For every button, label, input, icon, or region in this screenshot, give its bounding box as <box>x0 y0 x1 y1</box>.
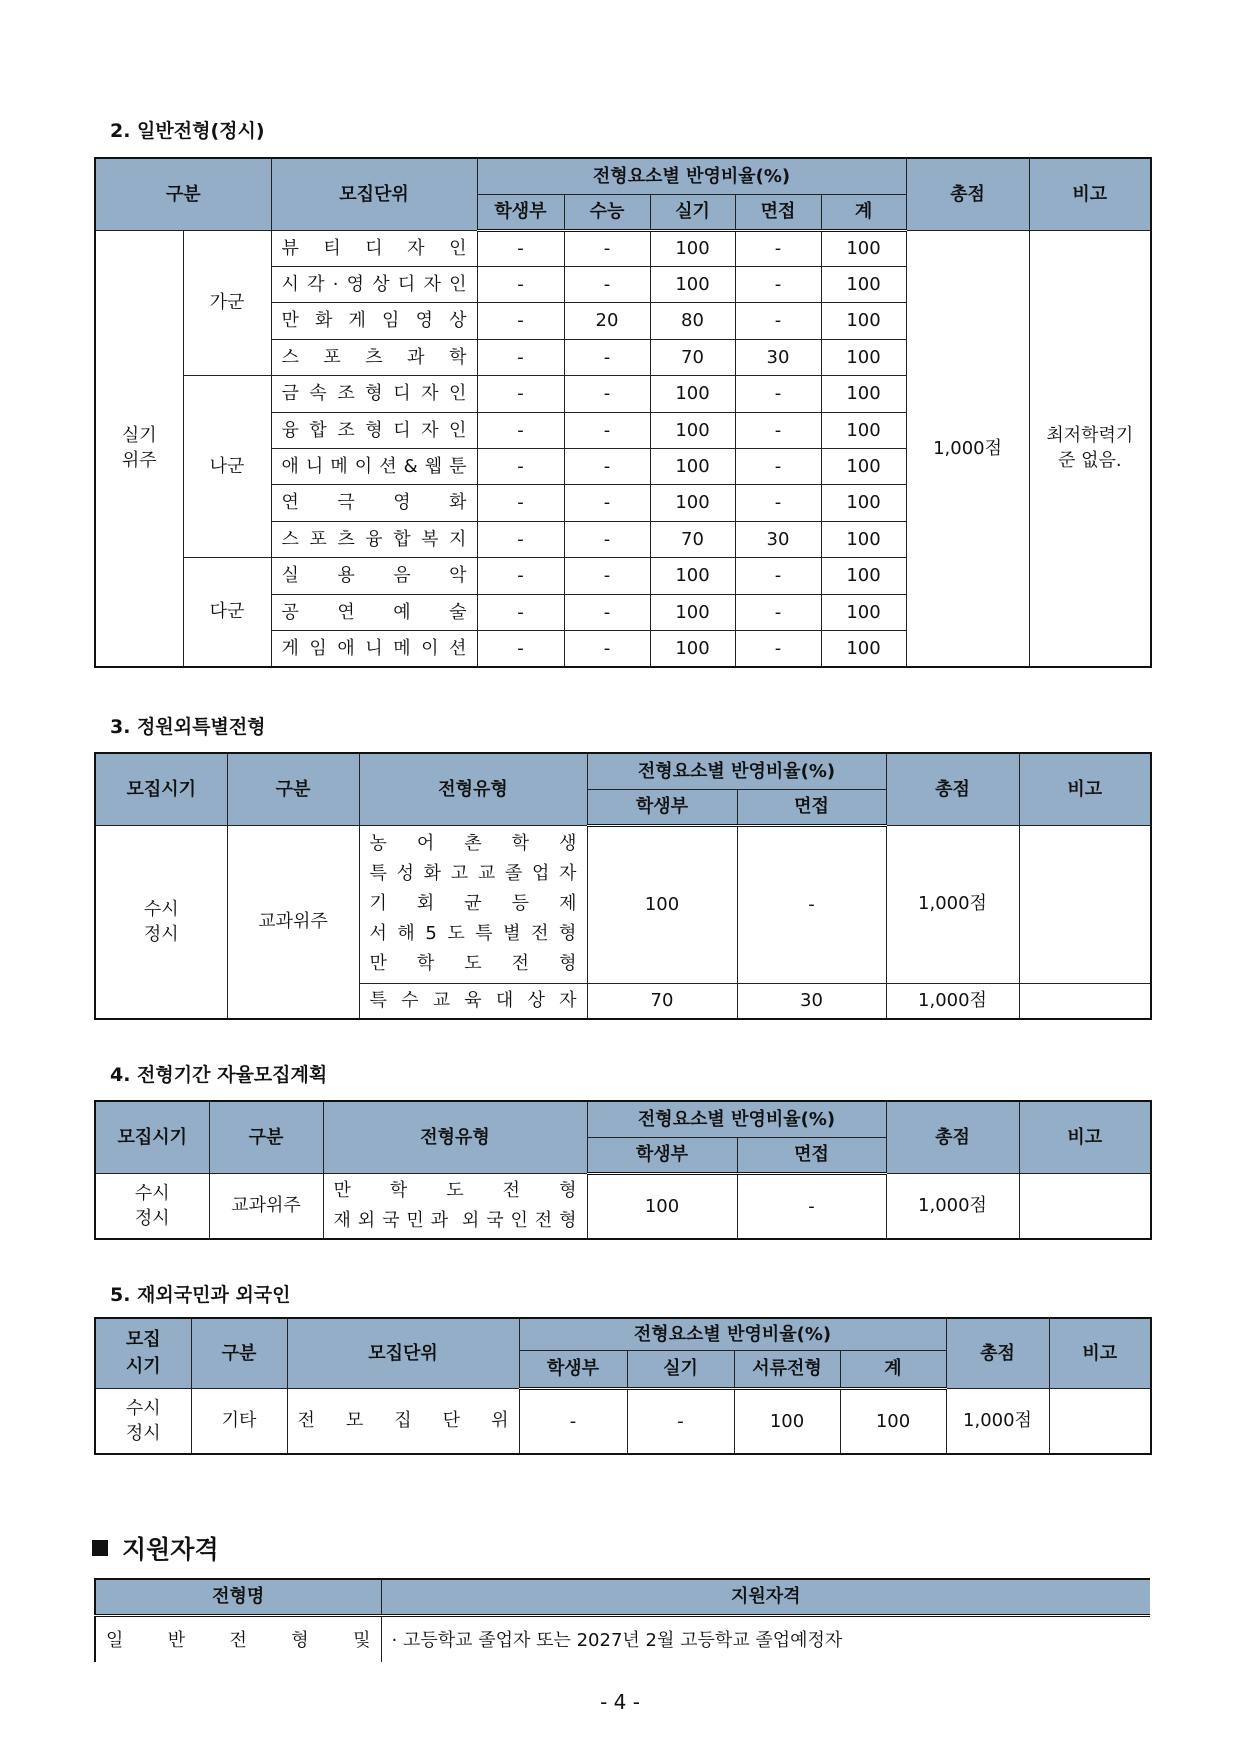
sec3-type-name: 기 회 균 등 제 <box>369 893 577 915</box>
sec2-unit-cell <box>271 412 477 448</box>
sec2-sum-cell: 100 <box>821 230 906 266</box>
sec2-unit-cell <box>271 448 477 484</box>
sec3-header-total: 총점 <box>886 753 1019 825</box>
sec2-hak-cell: - <box>477 521 564 557</box>
sec3-type-name: 만 학 도 전 형 <box>369 953 577 975</box>
sec5-header-hak: 학생부 <box>519 1350 627 1388</box>
sec2-sum-cell: 100 <box>821 558 906 594</box>
sec4-header-gubun: 구분 <box>209 1101 323 1173</box>
sec2-category-cell: 실기 위주 <box>95 230 183 667</box>
sec2-header-total: 총점 <box>906 158 1029 230</box>
sec3-header-interview: 면접 <box>737 789 886 825</box>
qual-text-cell: · 고등학교 졸업자 또는 2027년 2월 고등학교 졸업예정자 <box>381 1615 1150 1662</box>
sec2-unit-name: 실 용 음 악 <box>281 565 467 587</box>
sec5-header-total: 총점 <box>946 1318 1049 1388</box>
sec2-interview-cell: - <box>735 376 821 412</box>
sec2-header-sum: 계 <box>821 194 906 230</box>
sec2-hak-cell: - <box>477 412 564 448</box>
sec2-sum-cell: 100 <box>821 376 906 412</box>
sec2-silgi-cell: 100 <box>650 630 735 667</box>
sec5-header-sum: 계 <box>840 1350 946 1388</box>
sec2-sum-cell: 100 <box>821 521 906 557</box>
sec2-interview-cell: - <box>735 448 821 484</box>
sec2-sum-cell: 100 <box>821 485 906 521</box>
sec2-hak-cell: - <box>477 485 564 521</box>
sec2-total-cell: 1,000점 <box>906 230 1029 667</box>
sec5-table <box>94 1317 1152 1455</box>
sec4-period-cell: 수시 정시 <box>95 1173 209 1239</box>
sec2-suneung-cell: - <box>564 448 650 484</box>
sec2-silgi-cell: 100 <box>650 230 735 266</box>
sec5-sum-cell: 100 <box>840 1388 946 1454</box>
qualification-title <box>92 1530 219 1566</box>
sec4-total-cell: 1,000점 <box>886 1173 1019 1239</box>
sec2-silgi-cell: 100 <box>650 266 735 302</box>
sec2-suneung-cell: - <box>564 266 650 302</box>
sec2-sum-cell: 100 <box>821 412 906 448</box>
sec2-unit-cell <box>271 230 477 266</box>
sec2-interview-cell: - <box>735 594 821 630</box>
section-4-title: 4. 전형기간 자율모집계획 <box>110 1064 328 1086</box>
sec4-hak-cell: 100 <box>587 1173 737 1239</box>
sec2-row <box>95 230 1151 266</box>
sec2-note-cell: 최저학력기 준 없음. <box>1029 230 1151 667</box>
sec2-silgi-cell: 70 <box>650 339 735 375</box>
sec2-unit-name: 스 포 츠 융 합 복 지 <box>281 528 467 550</box>
sec2-suneung-cell: - <box>564 521 650 557</box>
sec2-suneung-cell: - <box>564 230 650 266</box>
sec2-unit-cell <box>271 630 477 667</box>
sec2-unit-cell <box>271 521 477 557</box>
sec5-unit-cell <box>287 1388 519 1454</box>
sec3-types-cell <box>359 983 587 1019</box>
sec4-header-ratio: 전형요소별 반영비율(%) <box>587 1101 886 1137</box>
sec2-unit-name: 스 포 츠 과 학 <box>281 346 467 368</box>
sec2-interview-cell: - <box>735 230 821 266</box>
sec2-suneung-cell: - <box>564 558 650 594</box>
sec2-sum-cell: 100 <box>821 594 906 630</box>
sec3-header-ratio: 전형요소별 반영비율(%) <box>587 753 886 789</box>
sec2-hak-cell: - <box>477 630 564 667</box>
sec2-hak-cell: - <box>477 376 564 412</box>
sec2-sum-cell: 100 <box>821 266 906 302</box>
qualification-table <box>94 1578 1150 1662</box>
sec5-header-gubun: 구분 <box>191 1318 287 1388</box>
sec2-suneung-cell: - <box>564 376 650 412</box>
sec2-hak-cell: - <box>477 339 564 375</box>
sec4-type-name: 재 외 국 민 과 외 국 인 전 형 <box>333 1209 577 1231</box>
sec3-table <box>94 752 1152 1020</box>
sec2-header-note: 비고 <box>1029 158 1151 230</box>
sec2-hak-cell: - <box>477 303 564 339</box>
sec4-table <box>94 1100 1152 1240</box>
sec2-unit-name: 만 화 게 임 영 상 <box>281 310 467 332</box>
sec2-header-hak: 학생부 <box>477 194 564 230</box>
sec2-unit-cell <box>271 266 477 302</box>
sec2-hak-cell: - <box>477 448 564 484</box>
sec2-unit-name: 게 임 애 니 메 이 션 <box>281 637 467 659</box>
sec2-silgi-cell: 100 <box>650 412 735 448</box>
sec2-hak-cell: - <box>477 266 564 302</box>
sec2-suneung-cell: - <box>564 412 650 448</box>
sec2-unit-name: 연 극 영 화 <box>281 492 467 514</box>
sec3-period-cell: 수시 정시 <box>95 825 227 1019</box>
sec2-interview-cell: - <box>735 303 821 339</box>
sec5-unit-name: 전 모 집 단 위 <box>297 1410 509 1432</box>
sec2-silgi-cell: 100 <box>650 448 735 484</box>
sec3-gubun-cell: 교과위주 <box>227 825 359 1019</box>
sec2-header-interview: 면접 <box>735 194 821 230</box>
sec4-interview-cell: - <box>737 1173 886 1239</box>
sec3-header-type: 전형유형 <box>359 753 587 825</box>
sec3-types-cell <box>359 825 587 983</box>
sec4-types-cell <box>323 1173 587 1239</box>
sec2-group-cell: 가군 <box>183 230 271 376</box>
qualification-table-wrap <box>94 1578 1150 1662</box>
sec2-interview-cell: 30 <box>735 521 821 557</box>
sec2-hak-cell: - <box>477 558 564 594</box>
sec2-unit-cell <box>271 485 477 521</box>
sec2-header-silgi: 실기 <box>650 194 735 230</box>
qual-header-name: 전형명 <box>95 1579 381 1615</box>
section-2-title: 2. 일반전형(정시) <box>110 120 265 142</box>
sec3-header-note: 비고 <box>1019 753 1151 825</box>
sec2-header-suneung: 수능 <box>564 194 650 230</box>
sec5-gubun-cell: 기타 <box>191 1388 287 1454</box>
sec4-gubun-cell: 교과위주 <box>209 1173 323 1239</box>
sec2-group-cell: 나군 <box>183 376 271 558</box>
sec3-type-name: 특 성 화 고 교 졸 업 자 <box>369 863 577 885</box>
sec2-unit-cell <box>271 558 477 594</box>
sec5-header-note: 비고 <box>1049 1318 1151 1388</box>
sec2-interview-cell: 30 <box>735 339 821 375</box>
sec2-hak-cell: - <box>477 594 564 630</box>
sec3-header-period: 모집시기 <box>95 753 227 825</box>
sec4-note-cell <box>1019 1173 1151 1239</box>
sec2-silgi-cell: 100 <box>650 485 735 521</box>
section-3-title: 3. 정원외특별전형 <box>110 716 266 738</box>
sec5-silgi-cell: - <box>627 1388 734 1454</box>
sec3-row <box>95 825 1151 983</box>
sec2-hak-cell: - <box>477 230 564 266</box>
sec5-note-cell <box>1049 1388 1151 1454</box>
sec5-period-cell: 수시 정시 <box>95 1388 191 1454</box>
sec2-sum-cell: 100 <box>821 303 906 339</box>
sec2-unit-name: 뷰 티 디 자 인 <box>281 237 467 259</box>
sec2-suneung-cell: - <box>564 630 650 667</box>
sec2-suneung-cell: - <box>564 594 650 630</box>
sec2-unit-cell <box>271 303 477 339</box>
sec2-suneung-cell: - <box>564 485 650 521</box>
sec4-header-note: 비고 <box>1019 1101 1151 1173</box>
sec4-header-period: 모집시기 <box>95 1101 209 1173</box>
sec3-note-cell <box>1019 825 1151 983</box>
sec2-interview-cell: - <box>735 558 821 594</box>
sec5-header-unit: 모집단위 <box>287 1318 519 1388</box>
sec5-header-doc: 서류전형 <box>734 1350 840 1388</box>
sec2-sum-cell: 100 <box>821 448 906 484</box>
sec2-interview-cell: - <box>735 412 821 448</box>
sec2-sum-cell: 100 <box>821 339 906 375</box>
section-5-title: 5. 재외국민과 외국인 <box>110 1284 291 1306</box>
sec3-hak-cell: 100 <box>587 825 737 983</box>
sec3-type-name: 서 해 5 도 특 별 전 형 <box>369 923 577 945</box>
sec3-type-name: 농 어 촌 학 생 <box>369 833 577 855</box>
sec4-header-type: 전형유형 <box>323 1101 587 1173</box>
sec2-unit-name: 융 합 조 형 디 자 인 <box>281 419 467 441</box>
sec3-interview-cell: - <box>737 825 886 983</box>
sec2-header-gubun: 구분 <box>95 158 271 230</box>
sec4-header-total: 총점 <box>886 1101 1019 1173</box>
sec2-sum-cell: 100 <box>821 630 906 667</box>
sec2-suneung-cell: - <box>564 339 650 375</box>
sec2-header-unit: 모집단위 <box>271 158 477 230</box>
sec2-interview-cell: - <box>735 266 821 302</box>
sec2-unit-cell <box>271 376 477 412</box>
sec2-silgi-cell: 100 <box>650 376 735 412</box>
sec5-total-cell: 1,000점 <box>946 1388 1049 1454</box>
sec2-unit-name: 시 각 · 영 상 디 자 인 <box>281 274 467 296</box>
sec3-hak-cell: 70 <box>587 983 737 1019</box>
sec3-note-cell <box>1019 983 1151 1019</box>
sec3-header-hak: 학생부 <box>587 789 737 825</box>
sec2-unit-cell <box>271 594 477 630</box>
sec2-unit-cell <box>271 339 477 375</box>
sec3-header-gubun: 구분 <box>227 753 359 825</box>
sec2-unit-name: 애 니 메 이 션 & 웹 툰 <box>281 456 467 478</box>
sec2-silgi-cell: 70 <box>650 521 735 557</box>
sec2-interview-cell: - <box>735 630 821 667</box>
sec2-silgi-cell: 100 <box>650 558 735 594</box>
sec5-header-period: 모집 시기 <box>95 1318 191 1388</box>
sec3-total-cell: 1,000점 <box>886 983 1019 1019</box>
qual-header-qual: 지원자격 <box>381 1579 1150 1615</box>
qual-name-cell <box>95 1615 381 1662</box>
sec2-suneung-cell: 20 <box>564 303 650 339</box>
sec2-group-cell: 다군 <box>183 558 271 667</box>
sec2-table <box>94 157 1152 668</box>
sec2-interview-cell: - <box>735 485 821 521</box>
sec2-unit-name: 공 연 예 술 <box>281 601 467 623</box>
sec2-header-ratio: 전형요소별 반영비율(%) <box>477 158 906 194</box>
sec5-header-silgi: 실기 <box>627 1350 734 1388</box>
sec3-total-cell: 1,000점 <box>886 825 1019 983</box>
sec2-unit-name: 금 속 조 형 디 자 인 <box>281 383 467 405</box>
page-number: - 4 - <box>600 1690 640 1714</box>
qualification-title-text: 지원자격 <box>122 1535 219 1564</box>
sec3-interview-cell: 30 <box>737 983 886 1019</box>
sec5-header-ratio: 전형요소별 반영비율(%) <box>519 1318 946 1350</box>
sec2-silgi-cell: 100 <box>650 594 735 630</box>
sec2-silgi-cell: 80 <box>650 303 735 339</box>
sec3-type-name: 특 수 교 육 대 상 자 <box>369 989 577 1011</box>
square-bullet-icon <box>92 1540 108 1556</box>
sec4-type-name: 만 학 도 전 형 <box>333 1179 577 1201</box>
sec5-hak-cell: - <box>519 1388 627 1454</box>
sec5-doc-cell: 100 <box>734 1388 840 1454</box>
qual-name-text: 일 반 전 형 및 <box>106 1629 371 1651</box>
sec4-header-hak: 학생부 <box>587 1137 737 1173</box>
sec4-header-interview: 면접 <box>737 1137 886 1173</box>
